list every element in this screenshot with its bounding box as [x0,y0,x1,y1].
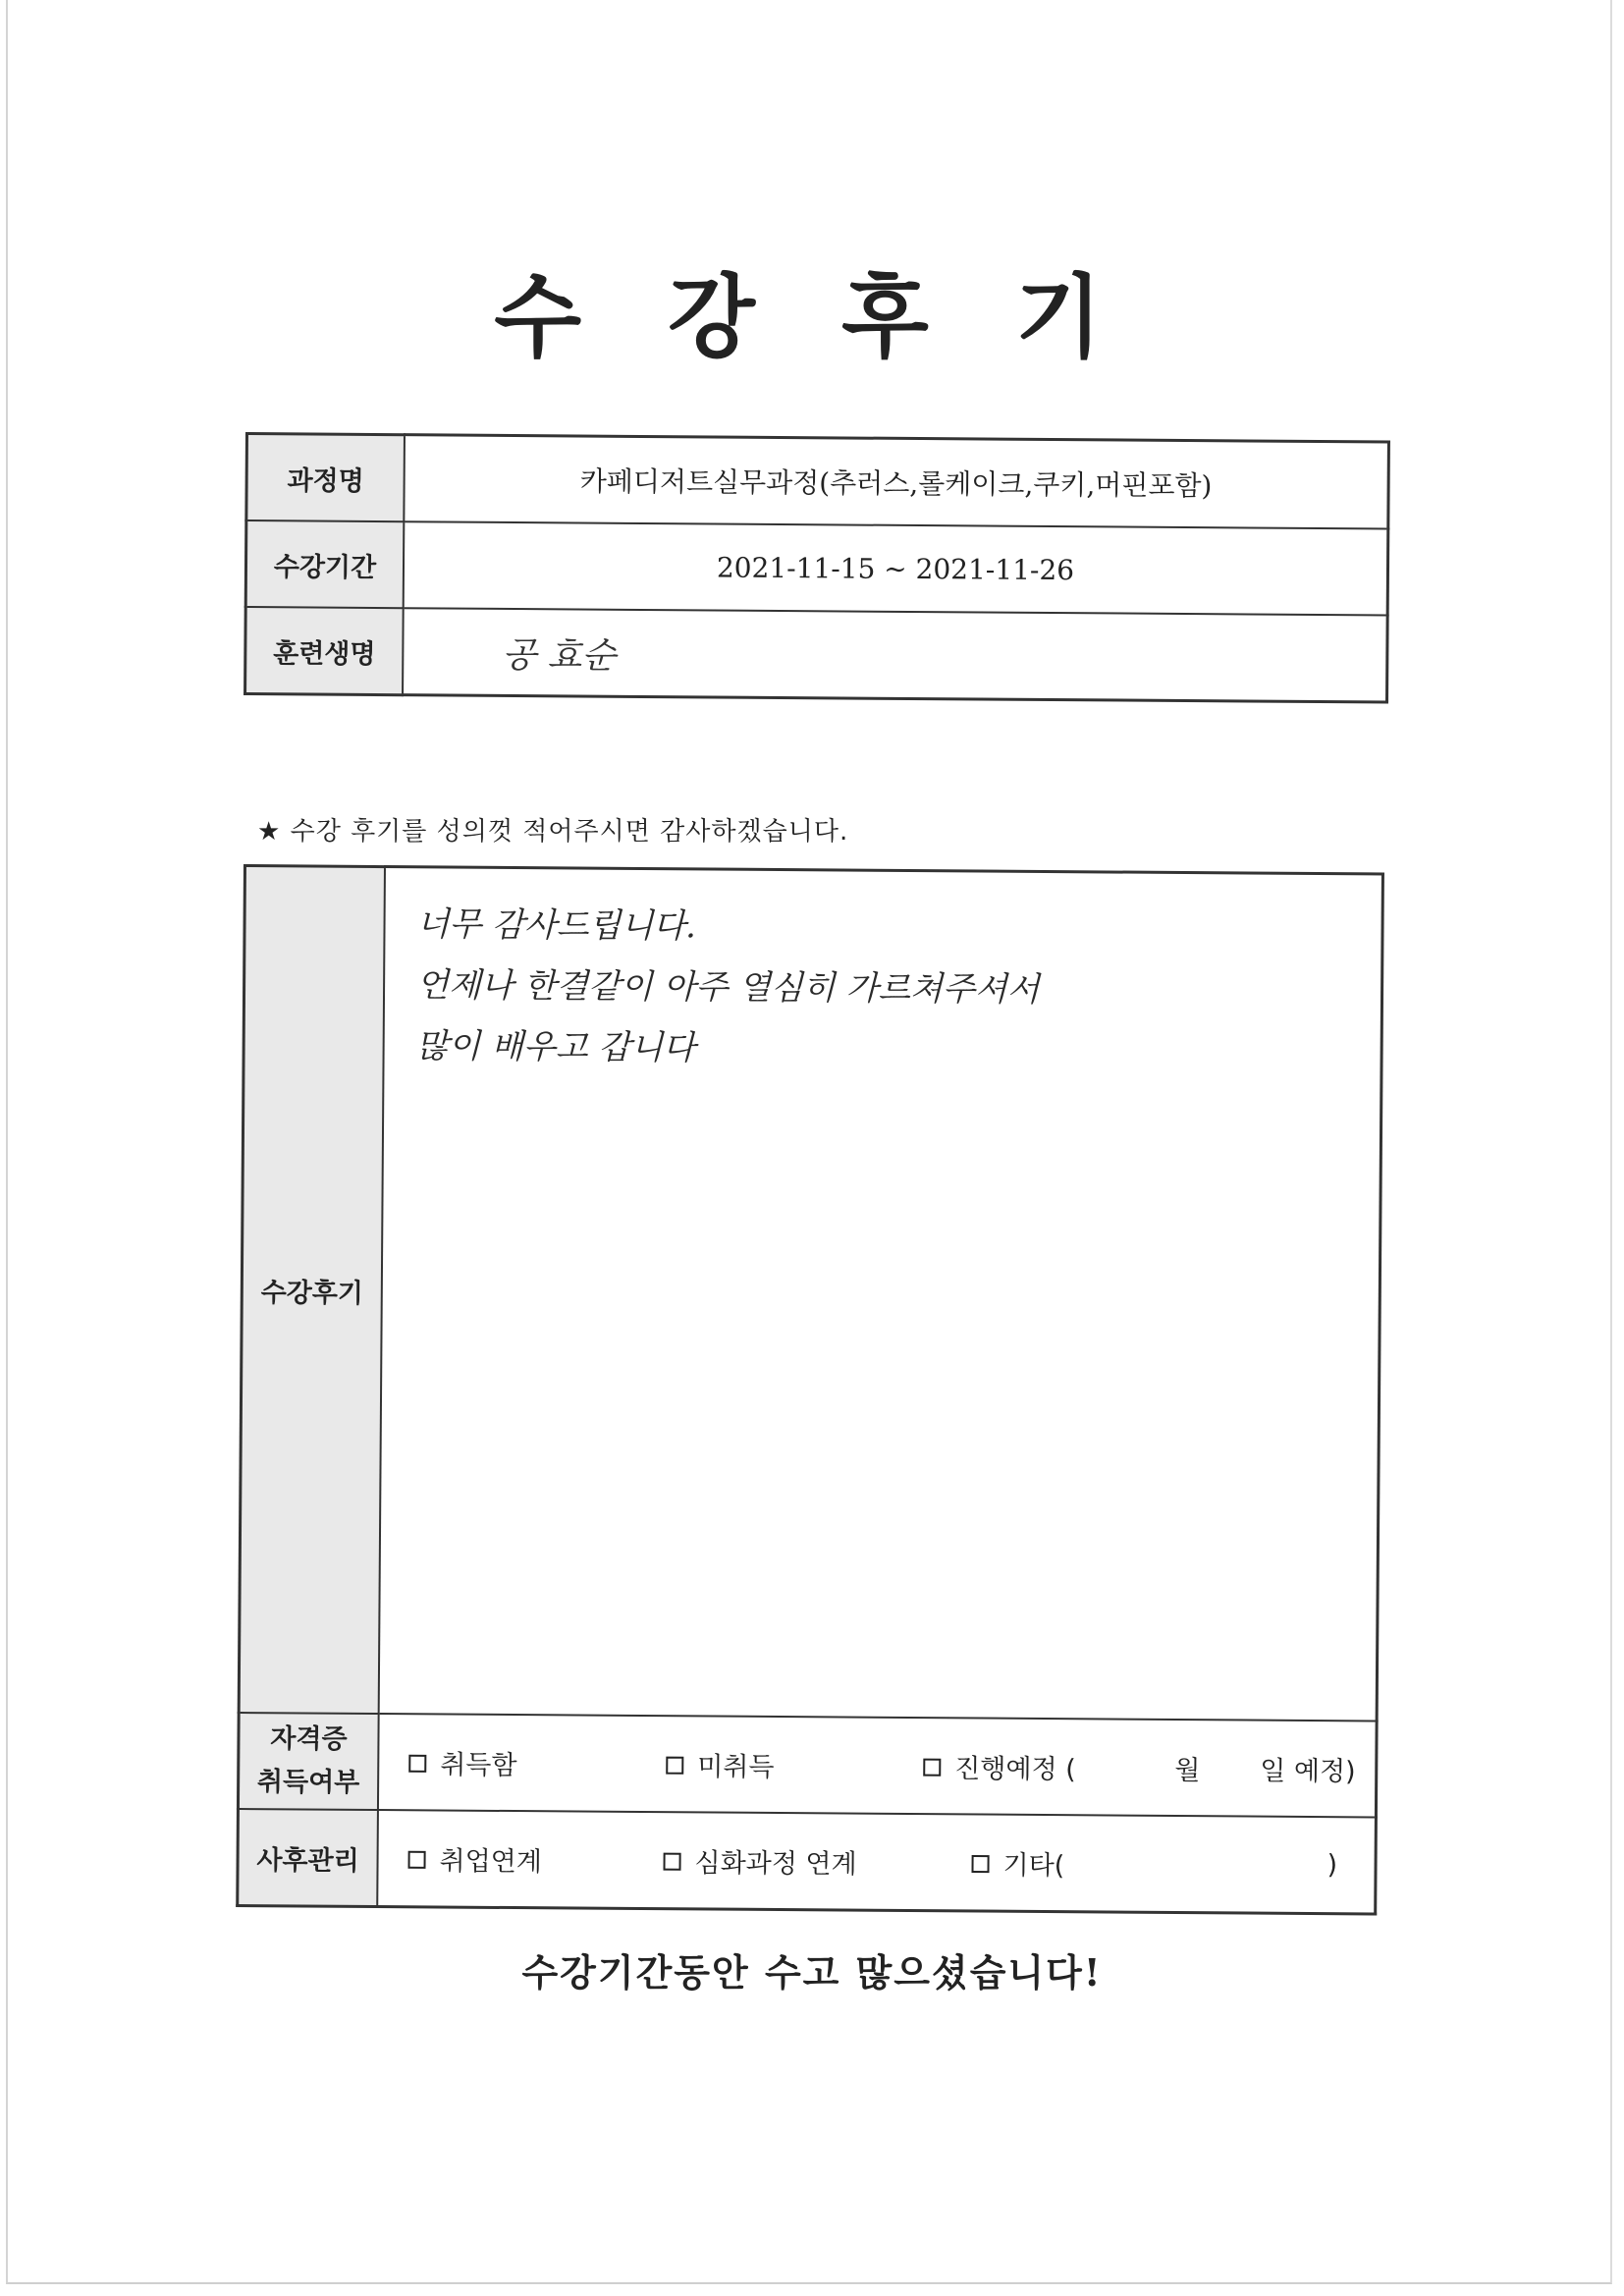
period-row [245,520,1388,616]
closing-message: 수강기간동안 수고 많으셨습니다! [521,1950,1103,1995]
aftercare-label: 사후관리 [238,1809,378,1907]
checkbox-icon[interactable] [923,1758,941,1776]
aftercare-other-close: ) [1326,1849,1338,1881]
certificate-label-line2: 취득여부 [256,1767,360,1798]
aftercare-advanced-label: 심화과정 연계 [694,1847,857,1881]
certificate-day-label: 일 예정) [1260,1756,1356,1787]
review-line: 너무 감사드립니다. [416,904,697,947]
review-row [239,866,1382,1722]
certificate-planned-label: 진행예정 ( [954,1753,1076,1785]
certificate-acquired-option[interactable] [408,1743,517,1782]
checkbox-icon[interactable] [664,1852,681,1870]
certificate-row [238,1713,1377,1817]
trainee-name-field[interactable]: 공 효순 [403,608,1387,702]
info-table [244,432,1390,704]
review-line: 언제나 한결같이 아주 열심히 가르쳐주셔서 [415,965,1040,1010]
aftercare-advanced-option[interactable] [663,1841,856,1881]
checkbox-icon[interactable] [408,1754,426,1772]
course-row [246,434,1389,529]
course-value: 카페디저트실무과정(추러스,롤케이크,쿠키,머핀포함) [404,435,1388,529]
certificate-month-label: 월 [1174,1755,1201,1786]
period-label: 수강기간 [245,520,404,608]
certificate-options [378,1714,1377,1817]
checkbox-icon[interactable] [408,1850,426,1868]
checkbox-icon[interactable] [666,1756,683,1774]
certificate-label [238,1713,378,1810]
checkbox-icon[interactable] [971,1854,989,1872]
review-line: 많이 배우고 갑니다 [415,1026,696,1068]
certificate-not-acquired-option[interactable] [666,1745,775,1784]
aftercare-employment-label: 취업연계 [439,1845,543,1878]
aftercare-row [238,1809,1377,1914]
notice-text: ★ 수강 후기를 성의껏 적어주시면 감사하겠습니다. [257,817,849,847]
aftercare-options [377,1810,1376,1914]
aftercare-other-option[interactable] [971,1843,1064,1883]
certificate-not-acquired-label: 미취득 [697,1751,775,1783]
review-table [236,864,1384,1915]
certificate-acquired-label: 취득함 [440,1749,517,1781]
trainee-label: 훈련생명 [245,607,404,695]
certificate-label-line1: 자격증 [270,1723,348,1755]
aftercare-employment-option[interactable] [407,1839,542,1879]
trainee-row [245,607,1388,702]
period-value: 2021-11-15 ~ 2021-11-26 [404,521,1388,615]
course-label: 과정명 [246,434,405,522]
page-title: 수 강 후 기 [494,264,1130,370]
certificate-planned-option[interactable] [923,1747,1076,1786]
aftercare-other-label: 기타( [1002,1850,1065,1882]
review-text-area[interactable] [379,867,1383,1722]
review-label: 수강후기 [239,866,385,1715]
